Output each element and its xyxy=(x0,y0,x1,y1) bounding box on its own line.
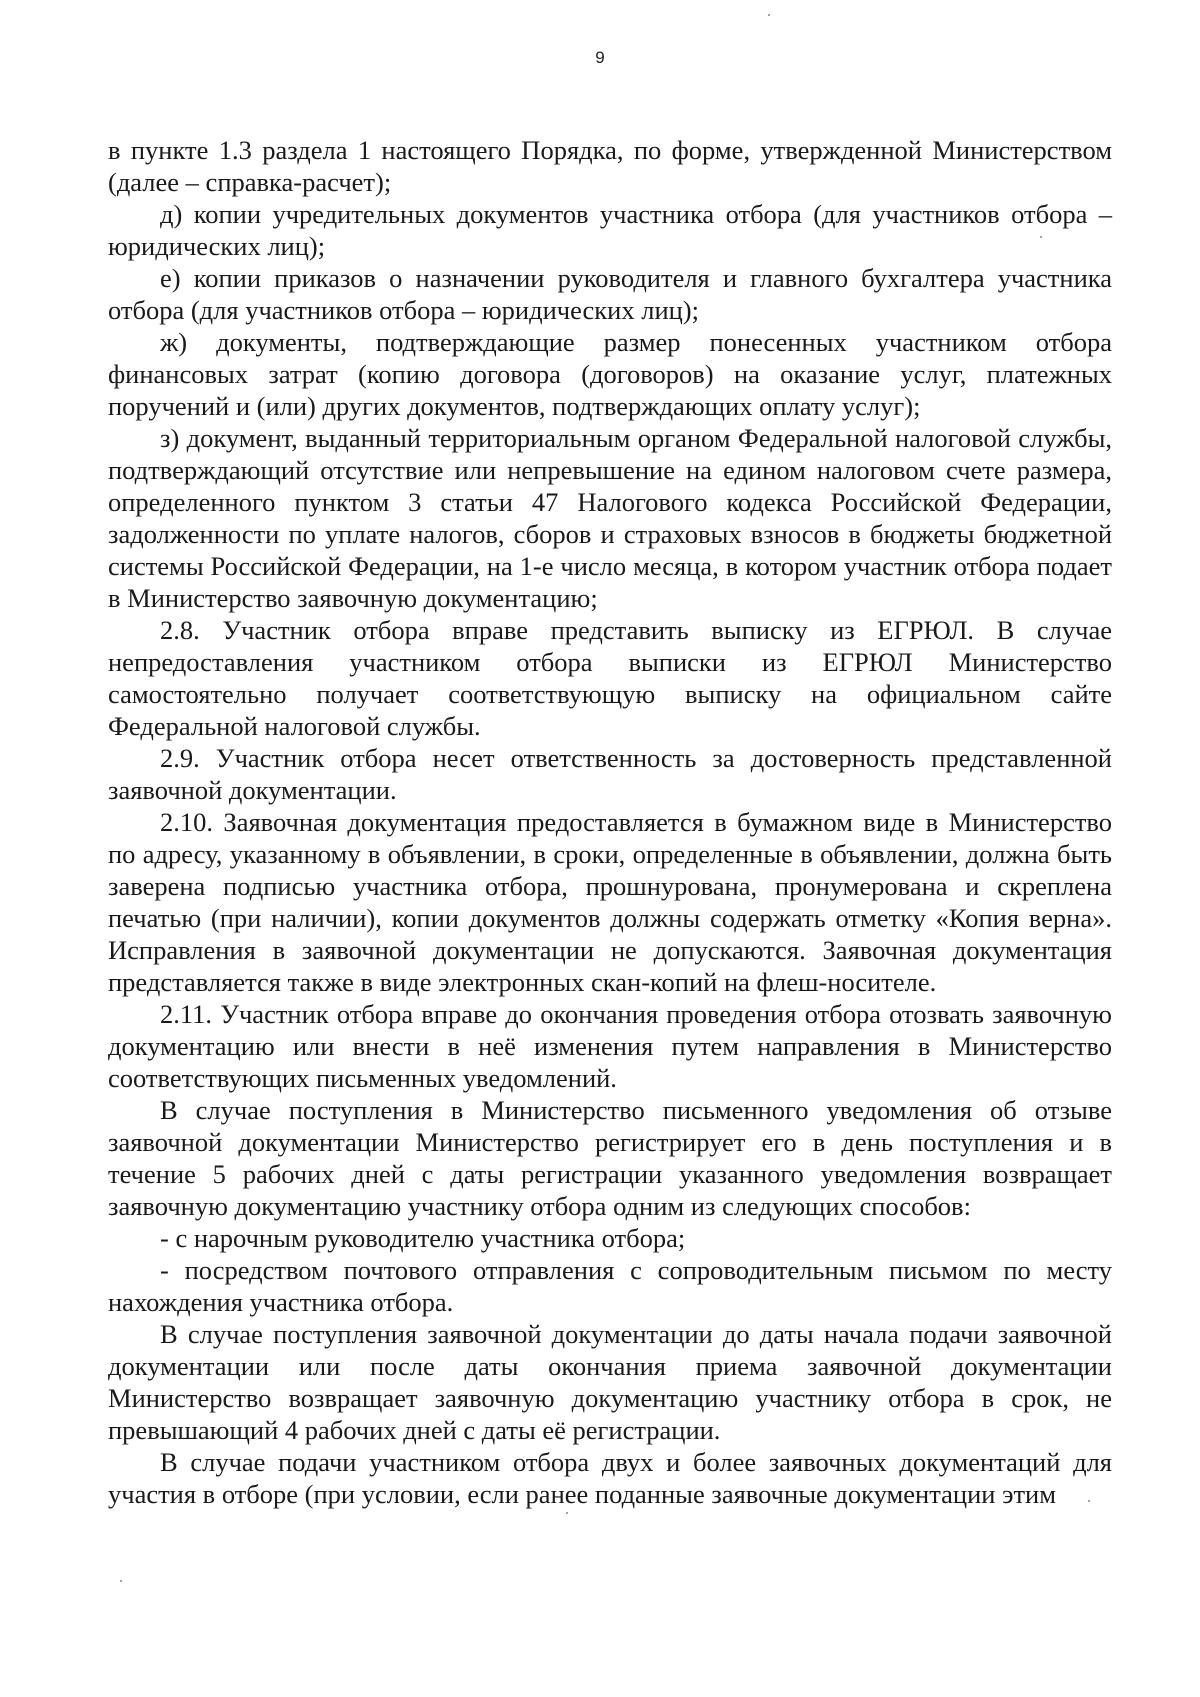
paragraph-item-d: д) копии учредительных документов участника отбора (для участников отбора – юридических лиц); xyxy=(108,199,1112,261)
paragraph-early-late-submission: В случае поступления заявочной документации до даты начала подачи заявочной документации или после даты окончания приема заявочной документации Министерство возвращает заявочную документацию участнику отбора в срок, не превышающий 4 рабочих дней с даты её регистрации. xyxy=(108,1319,1112,1445)
paragraph-2-9: 2.9. Участник отбора несет ответственность за достоверность представленной заявочной документации. xyxy=(108,743,1112,805)
page-number: 9 xyxy=(595,48,605,67)
paragraph-withdrawal: В случае поступления в Министерство письменного уведомления об отзыве заявочной документации Министерство регистрирует его в день поступления и в течение 5 рабочих дней с даты регистрации указанного уведомления возвращает заявочную документацию участнику отбора одним из следующих способов: xyxy=(108,1095,1112,1221)
paragraph-item-e: е) копии приказов о назначении руководителя и главного бухгалтера участника отбора (для участников отбора – юридических лиц); xyxy=(108,263,1112,325)
scan-speck xyxy=(1040,236,1042,238)
scan-speck xyxy=(1088,1500,1090,1502)
paragraph-item-zh: ж) документы, подтверждающие размер понесенных участником отбора финансовых затрат (копию договора (договоров) на оказание услуг, платежных поручений и (или) других документов, подтверждающих оплату услуг); xyxy=(108,327,1112,421)
scan-speck xyxy=(768,14,770,16)
scan-speck xyxy=(120,1580,122,1582)
paragraph-2-8: 2.8. Участник отбора вправе представить выписку из ЕГРЮЛ. В случае непредоставления участником отбора выписки из ЕГРЮЛ Министерство самостоятельно получает соответствующую выписку на официальном сайте Федеральной налоговой службы. xyxy=(108,615,1112,741)
paragraph-2-10: 2.10. Заявочная документация предоставляется в бумажном виде в Министерство по адресу, указанному в объявлении, в сроки, определенные в объявлении, должна быть заверена подписью участника отбора, прошнурована, пронумерована и скреплена печатью (при наличии), копии документов должны содержать отметку «Копия верна». Исправления в заявочной документации не допускаются. Заявочная документация представляется также в виде электронных скан-копий на флеш-носителе. xyxy=(108,807,1112,997)
paragraph-method-mail: - посредством почтового отправления с сопроводительным письмом по месту нахождения участника отбора. xyxy=(108,1255,1112,1317)
paragraph-multiple-submissions: В случае подачи участником отбора двух и более заявочных документаций для участия в отборе (при условии, если ранее поданные заявочные документации этим xyxy=(108,1447,1112,1509)
scan-speck xyxy=(566,1512,568,1514)
document-body xyxy=(108,134,1112,1510)
paragraph-method-courier: - с нарочным руководителю участника отбора; xyxy=(160,1223,686,1253)
paragraph-continuation: в пункте 1.3 раздела 1 настоящего Порядка, по форме, утвержденной Министерством (далее – справка-расчет); xyxy=(108,135,1112,197)
paragraph-2-11: 2.11. Участник отбора вправе до окончания проведения отбора отозвать заявочную документацию или внести в неё изменения путем направления в Министерство соответствующих письменных уведомлений. xyxy=(108,999,1112,1093)
paragraph-item-z: з) документ, выданный территориальным органом Федеральной налоговой службы, подтверждающий отсутствие или непревышение на едином налоговом счете размера, определенного пунктом 3 статьи 47 Налогового кодекса Российской Федерации, задолженности по уплате налогов, сборов и страховых взносов в бюджеты бюджетной системы Российской Федерации, на 1-е число месяца, в котором участник отбора подает в Министерство заявочную документацию; xyxy=(108,423,1112,613)
